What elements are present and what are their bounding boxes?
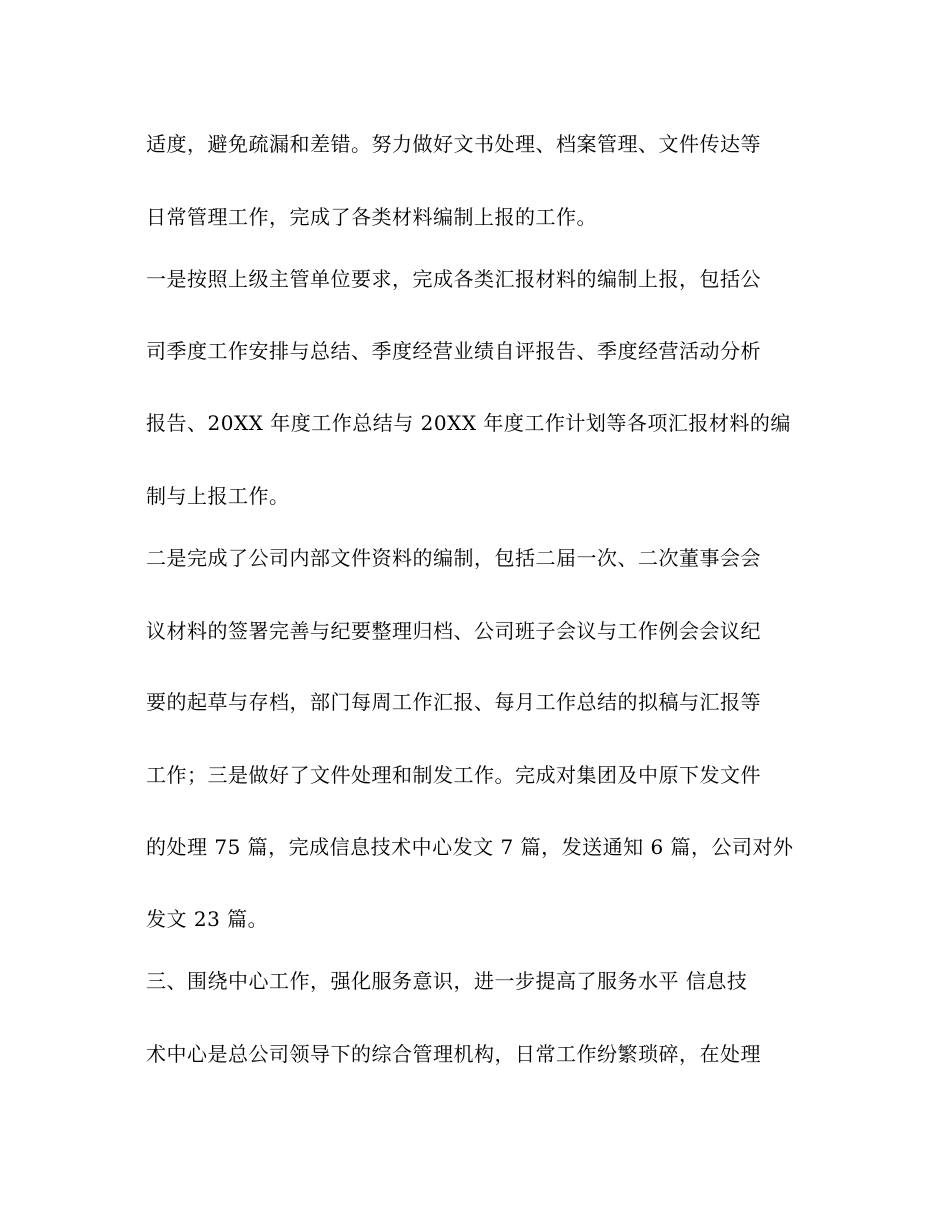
text-line: 一是按照上级主管单位要求，完成各类汇报材料的编制上报，包括公 [146, 267, 761, 291]
text-line: 适度，避免疏漏和差错。努力做好文书处理、档案管理、文件传达等 [146, 132, 761, 156]
text-line: 二是完成了公司内部文件资料的编制，包括二届一次、二次董事会会 [146, 546, 761, 570]
text-line: 术中心是总公司领导下的综合管理机构，日常工作纷繁琐碎，在处理 [146, 1042, 761, 1066]
text-line: 三、围绕中心工作，强化服务意识，进一步提高了服务水平 信息技 [146, 969, 748, 993]
text-line: 工作；三是做好了文件处理和制发工作。完成对集团及中原下发文件 [146, 763, 761, 787]
text-line: 的处理 75 篇，完成信息技术中心发文 7 篇，发送通知 6 篇，公司对外 [146, 835, 794, 859]
text-line: 司季度工作安排与总结、季度经营业绩自评报告、季度经营活动分析 [146, 339, 761, 363]
text-line: 报告、20XX 年度工作总结与 20XX 年度工作计划等各项汇报材料的编 [146, 411, 791, 435]
text-line: 发文 23 篇。 [146, 907, 269, 931]
text-line: 议材料的签署完善与纪要整理归档、公司班子会议与工作例会会议纪 [146, 619, 761, 643]
text-line: 制与上报工作。 [146, 484, 290, 508]
text-line: 要的起草与存档，部门每周工作汇报、每月工作总结的拟稿与汇报等 [146, 690, 761, 714]
text-line: 日常管理工作，完成了各类材料编制上报的工作。 [146, 205, 597, 229]
